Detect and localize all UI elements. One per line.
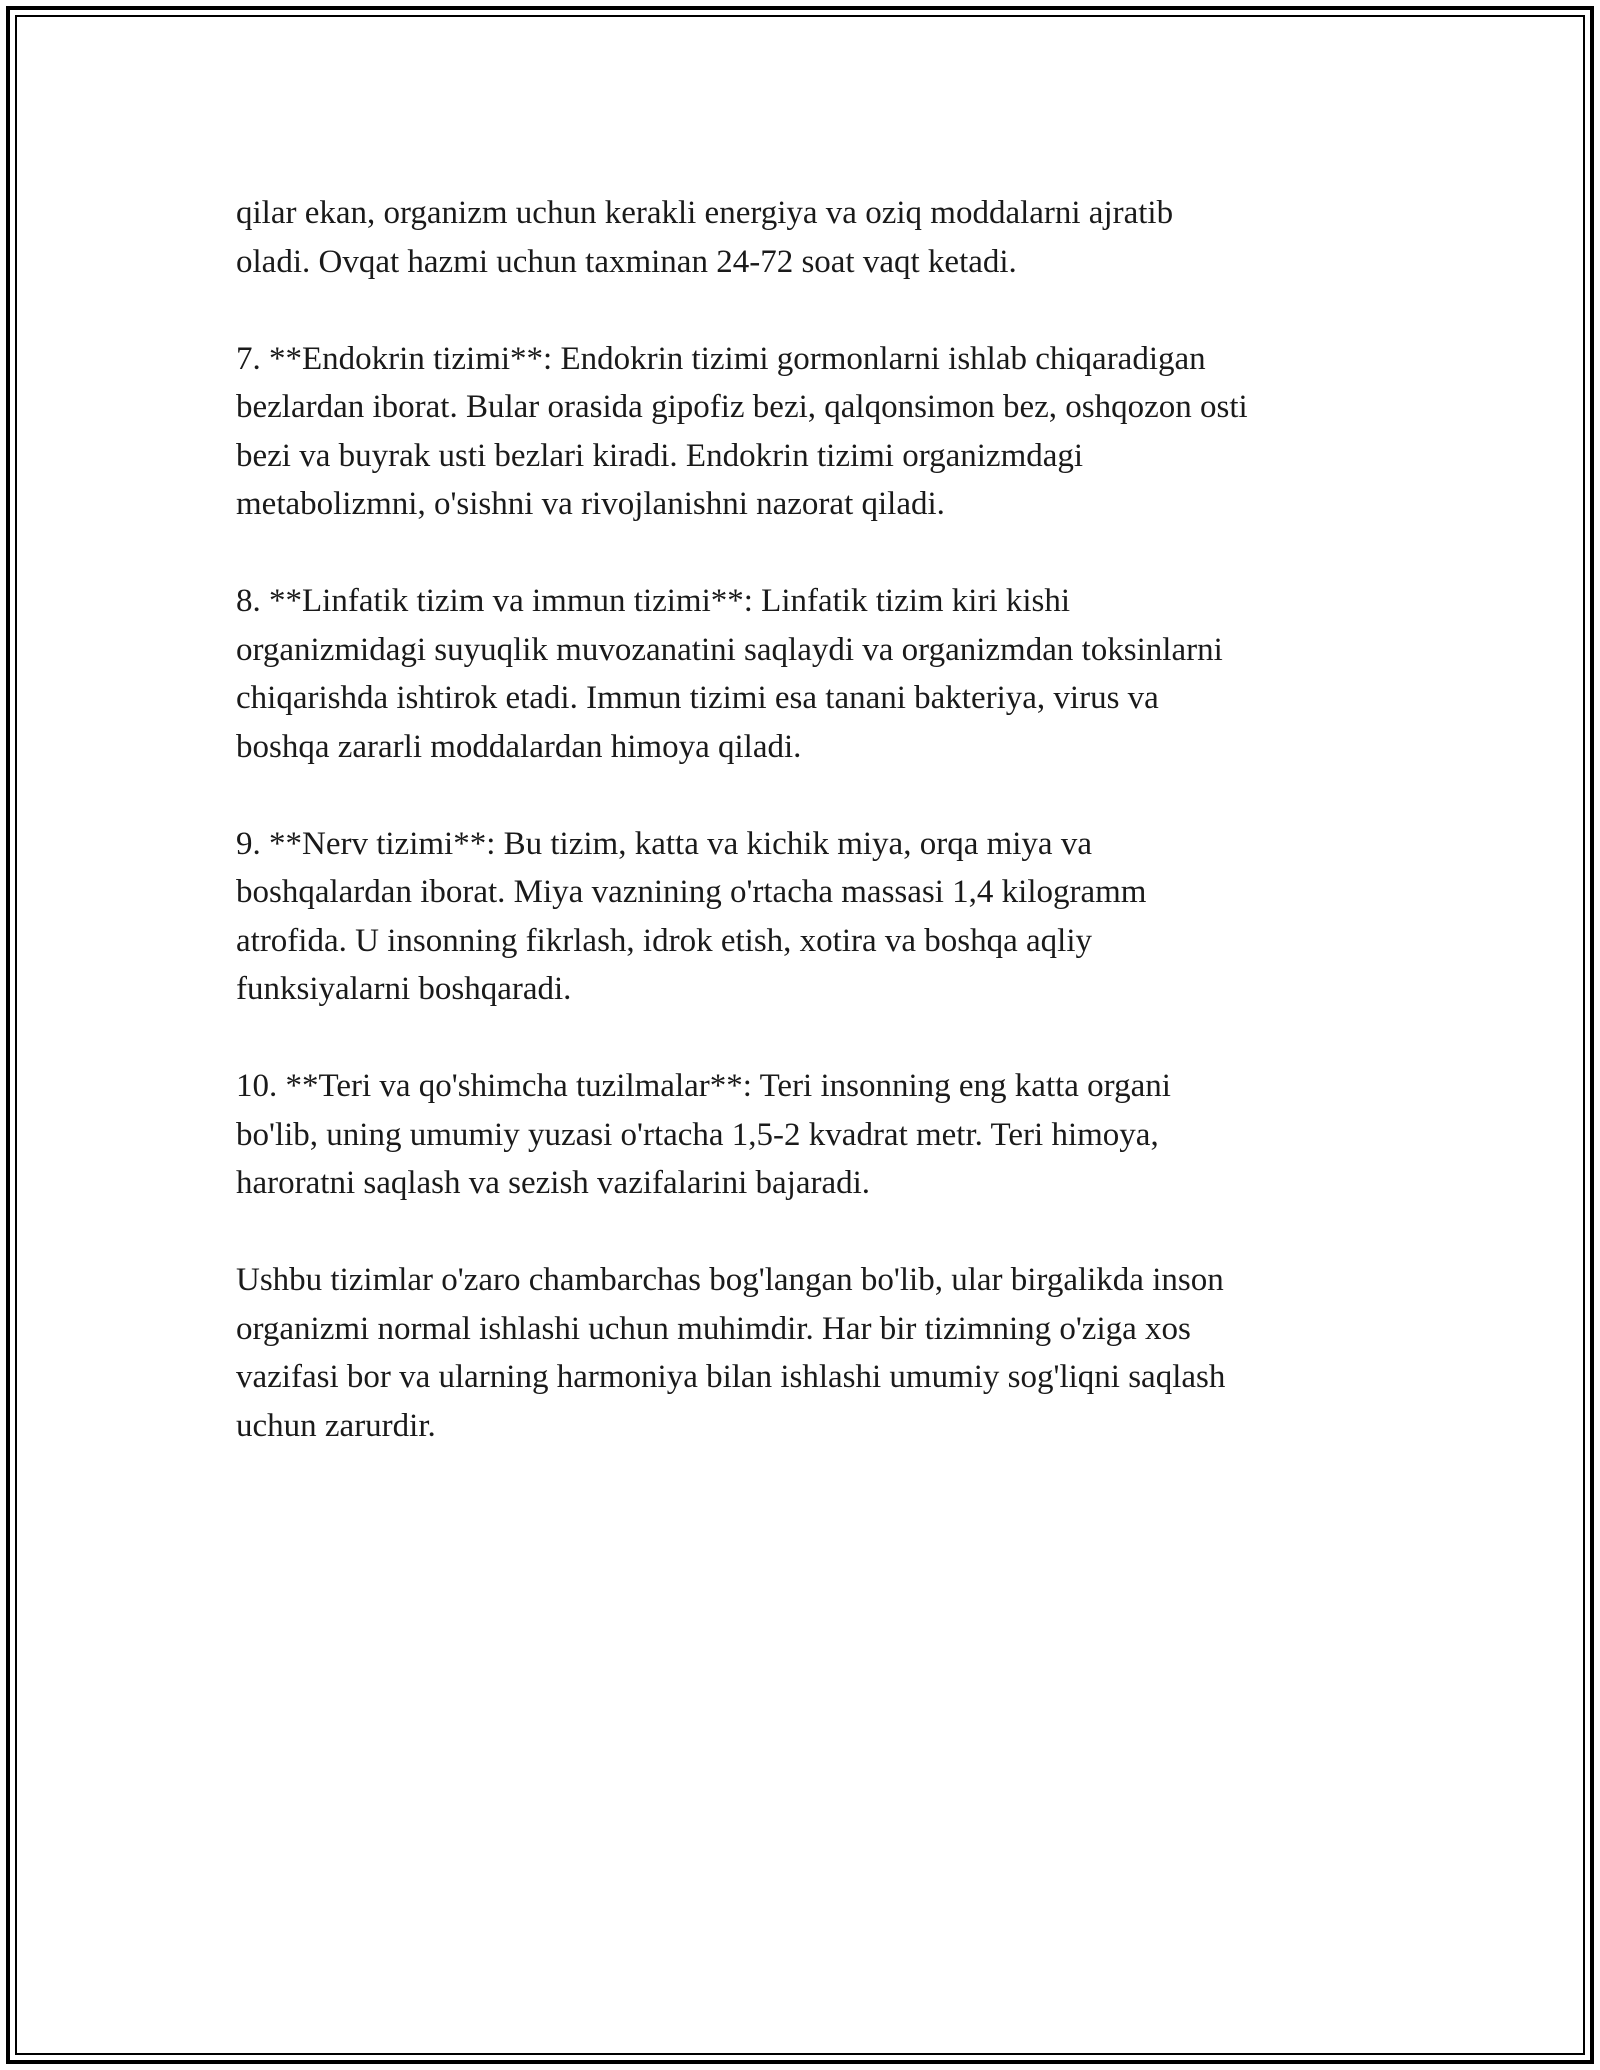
text-line: organizmidagi suyuqlik muvozanatini saqlaydi va organizmdan toksinlarni xyxy=(236,631,1223,668)
text-line: boshqalardan iborat. Miya vaznining o'rtacha massasi 1,4 kilogramm xyxy=(236,874,1147,910)
text-line: 10. **Teri va qo'shimcha tuzilmalar**: Teri insonning eng katta organi xyxy=(236,1068,1171,1104)
text-line: funksiyalarni boshqaradi. xyxy=(236,971,572,1007)
document-body xyxy=(236,189,1386,1499)
text-line: boshqa zararli moddalardan himoya qiladi. xyxy=(236,728,802,765)
text-line: 8. **Linfatik tizim va immun tizimi**: Linfatik tizim kiri kishi xyxy=(236,583,1071,619)
text-line: organizmi normal ishlashi uchun muhimdir. Har bir tizimning o'ziga xos xyxy=(236,1310,1191,1347)
text-line: uchun zarurdir. xyxy=(236,1407,436,1444)
paragraph-lymphatic-immune-system xyxy=(236,577,1386,771)
text-line: 7. **Endokrin tizimi**: Endokrin tizimi gormonlarni ishlab chiqaradigan xyxy=(236,340,1206,377)
paragraph-endocrine-system xyxy=(236,335,1386,529)
text-line: bezi va buyrak usti bezlari kiradi. Endokrin tizimi organizmdagi xyxy=(236,437,1084,474)
text-line: haroratni saqlash va sezish vazifalarini bajaradi. xyxy=(236,1165,871,1201)
text-line: 9. **Nerv tizimi**: Bu tizim, katta va kichik miya, orqa miya va xyxy=(236,825,1092,862)
text-line: bo'lib, uning umumiy yuzasi o'rtacha 1,5-2 kvadrat metr. Teri himoya, xyxy=(236,1116,1159,1153)
paragraph-nervous-system xyxy=(236,820,1386,1014)
text-line: vazifasi bor va ularning harmoniya bilan ishlashi umumiy sog'liqni saqlash xyxy=(236,1359,1226,1395)
paragraph-skin-structures xyxy=(236,1062,1386,1208)
text-line: Ushbu tizimlar o'zaro chambarchas bog'langan bo'lib, ular birgalikda inson xyxy=(236,1262,1224,1298)
paragraph-digestion-end xyxy=(236,189,1386,286)
text-line: oladi. Ovqat hazmi uchun taxminan 24-72 soat vaqt ketadi. xyxy=(236,243,1017,280)
paragraph-conclusion xyxy=(236,1256,1386,1450)
text-line: metabolizmni, o'sishni va rivojlanishni nazorat qiladi. xyxy=(236,486,945,522)
text-line: qilar ekan, organizm uchun kerakli energiya va oziq moddalarni ajratib xyxy=(236,195,1174,231)
text-line: chiqarishda ishtirok etadi. Immun tizimi esa tanani bakteriya, virus va xyxy=(236,680,1159,716)
text-line: atrofida. U insonning fikrlash, idrok etish, xotira va boshqa aqliy xyxy=(236,922,1093,959)
text-line: bezlardan iborat. Bular orasida gipofiz bezi, qalqonsimon bez, oshqozon osti xyxy=(236,389,1248,425)
